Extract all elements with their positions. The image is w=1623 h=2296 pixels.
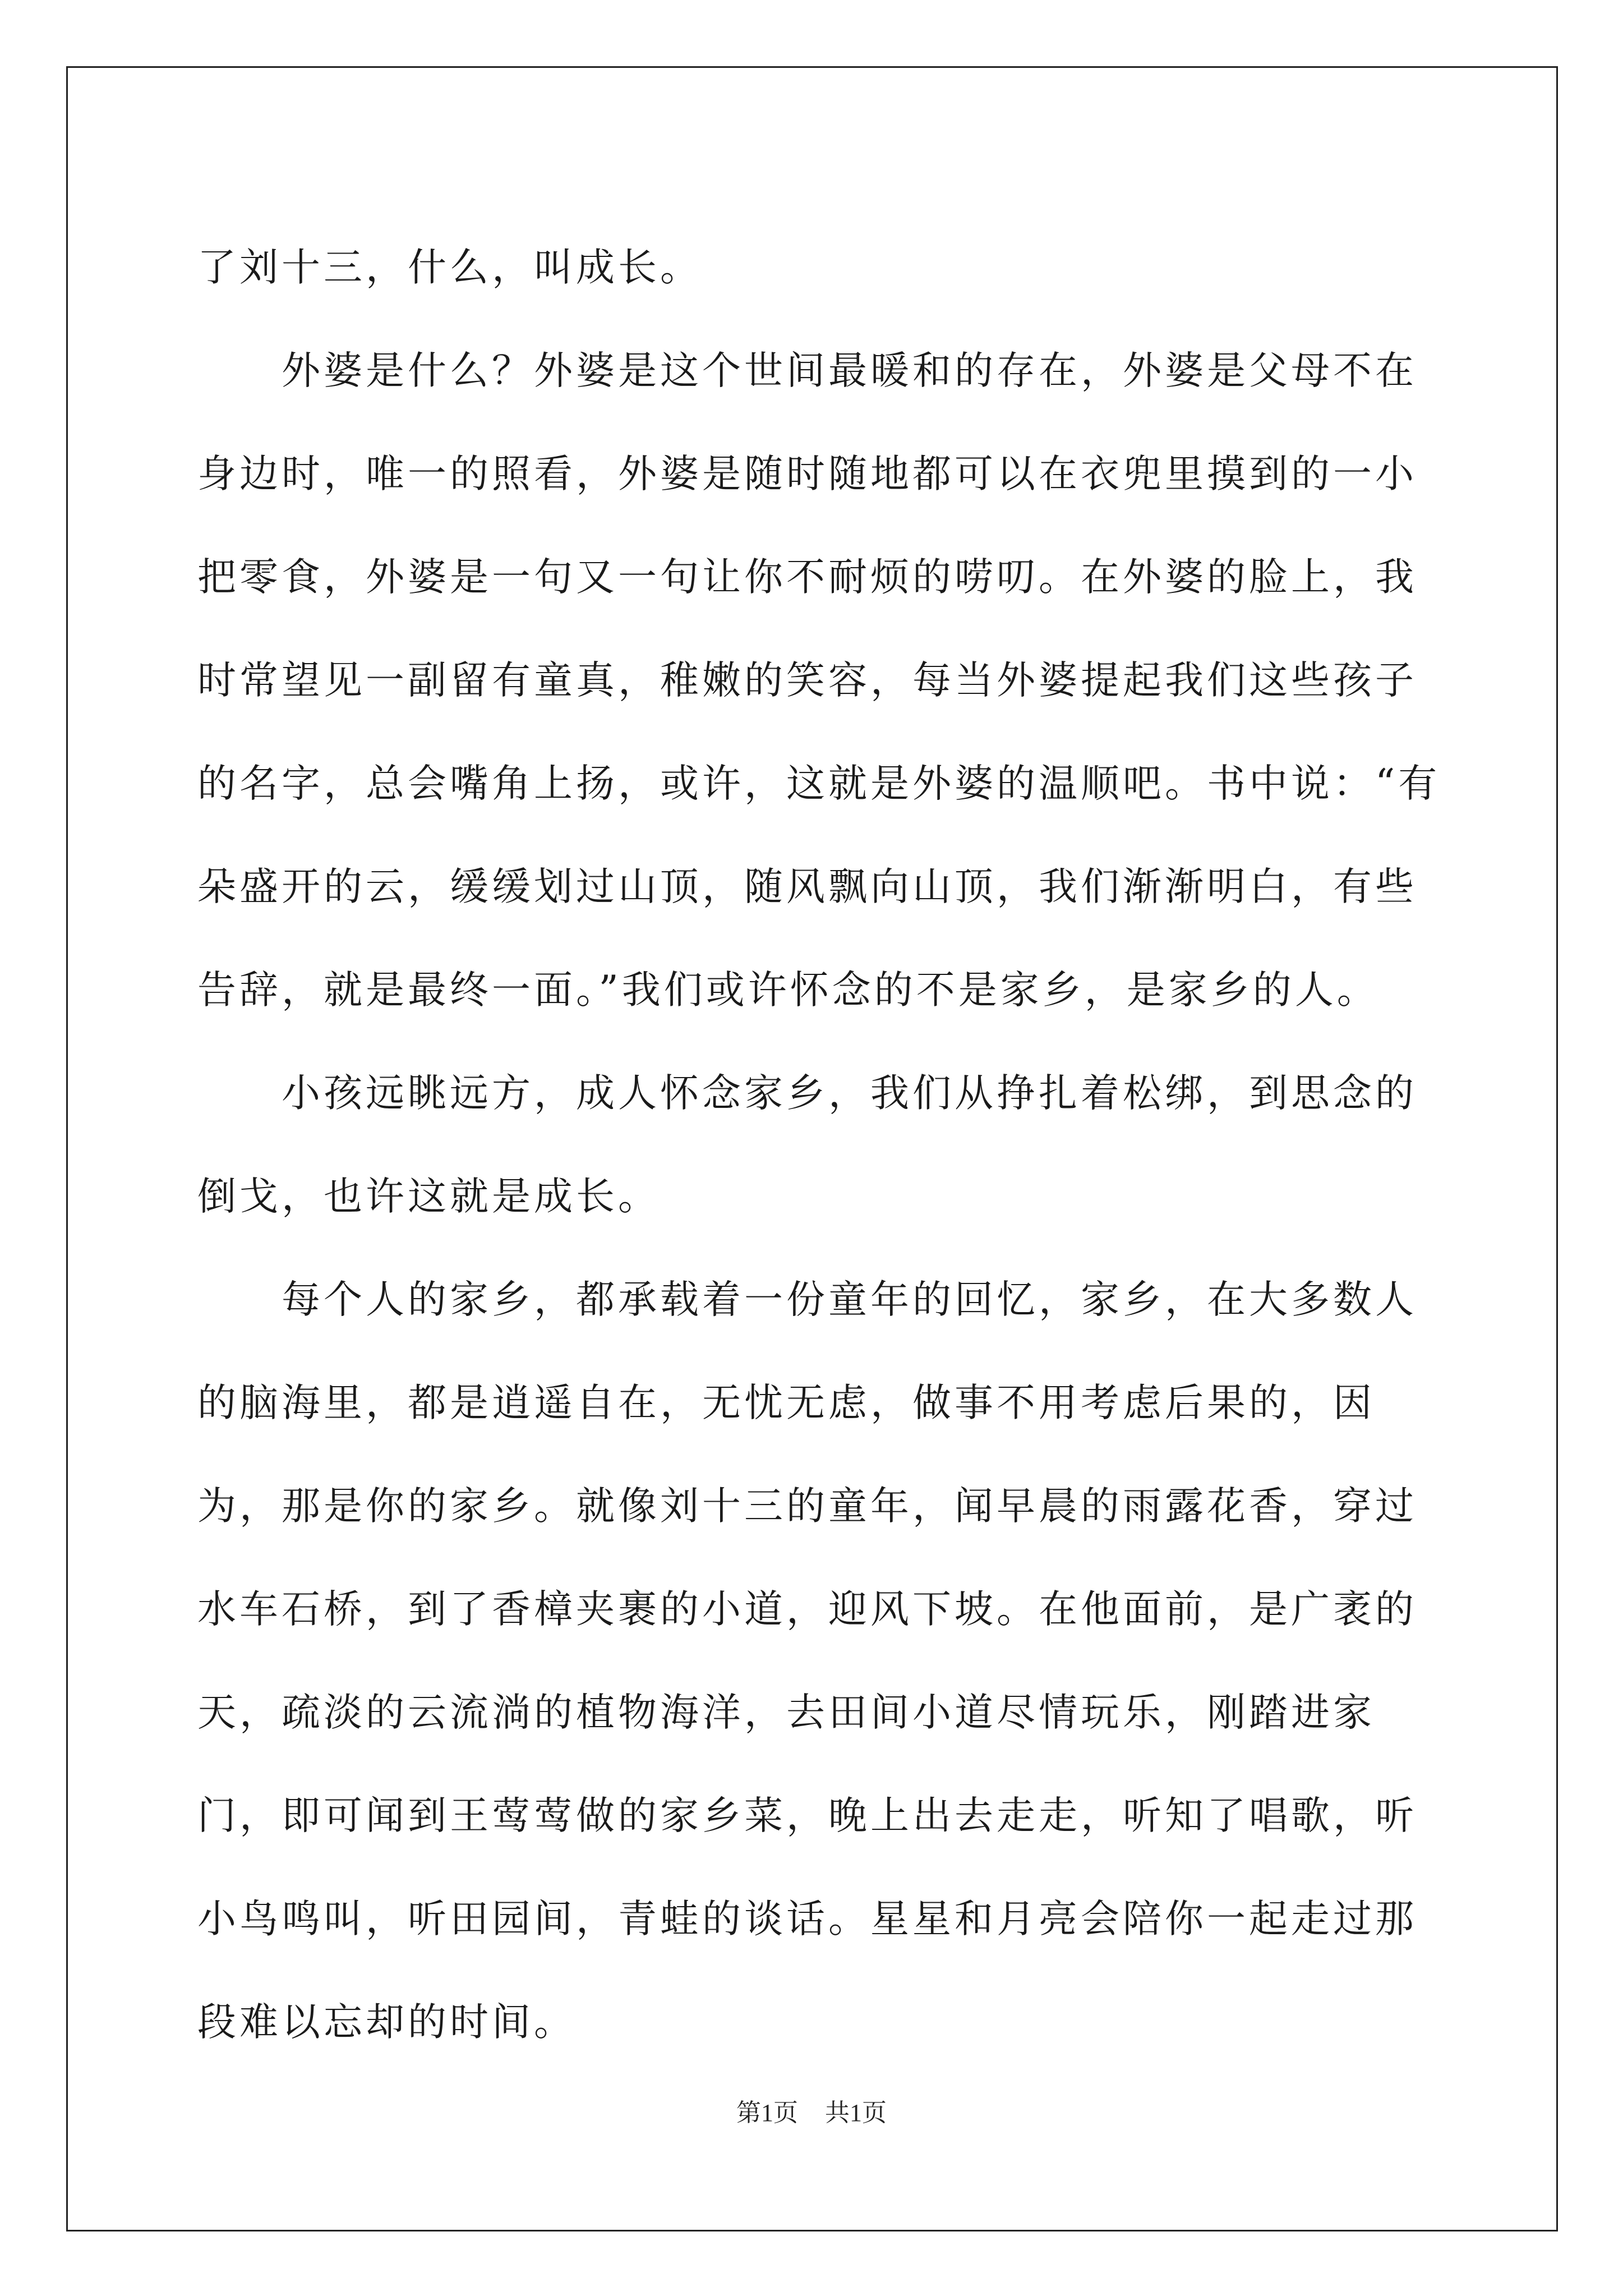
paragraph-4: 每个人的家乡，都承载着一份童年的回忆，家乡，在大多数人的脑海里，都是逍遥自在，无忧无虑，做事不用考虑后果的，因为，那是你的家乡。就像刘十三的童年，闻早晨的雨露花香，穿过水车石桥，到了香樟夹裹的小道，迎风下坡。在他面前，是广袤的天，疏淡的云流淌的植物海洋，去田间小道尽情玩乐，刚踏进家门，即可闻到王莺莺做的家乡菜，晚上出去走走，听知了唱歌，听小鸟鸣叫，听田园间，青蛙的谈话。星星和月亮会陪你一起走过那段难以忘却的时间。	[197, 1277, 1417, 2045]
paragraph-3: 小孩远眺远方，成人怀念家乡，我们从挣扎着松绑，到思念的倒戈，也许这就是成长。	[197, 1071, 1417, 1219]
page-total: 共1页	[825, 2099, 887, 2127]
paragraph-2: 外婆是什么？外婆是这个世间最暖和的存在，外婆是父母不在身边时，唯一的照看，外婆是随时随地都可以在衣兜里摸到的一小把零食，外婆是一句又一句让你不耐烦的唠叨。在外婆的脸上，我时常望见一副留有童真，稚嫩的笑容，每当外婆提起我们这些孩子的名字，总会嘴角上扬，或许，这就是外婆的温顺吧。书中说：“有朵盛开的云，缓缓划过山顶，随风飘向山顶，我们渐渐明白，有些告辞，就是最终一面。”我们或许怀念的不是家乡，是家乡的人。	[197, 348, 1441, 1013]
paragraph-1: 了刘十三，什么，叫成长。	[197, 245, 702, 290]
document-body	[197, 216, 1442, 2074]
page-number: 第1页	[736, 2099, 798, 2127]
page-footer	[0, 2092, 1623, 2128]
